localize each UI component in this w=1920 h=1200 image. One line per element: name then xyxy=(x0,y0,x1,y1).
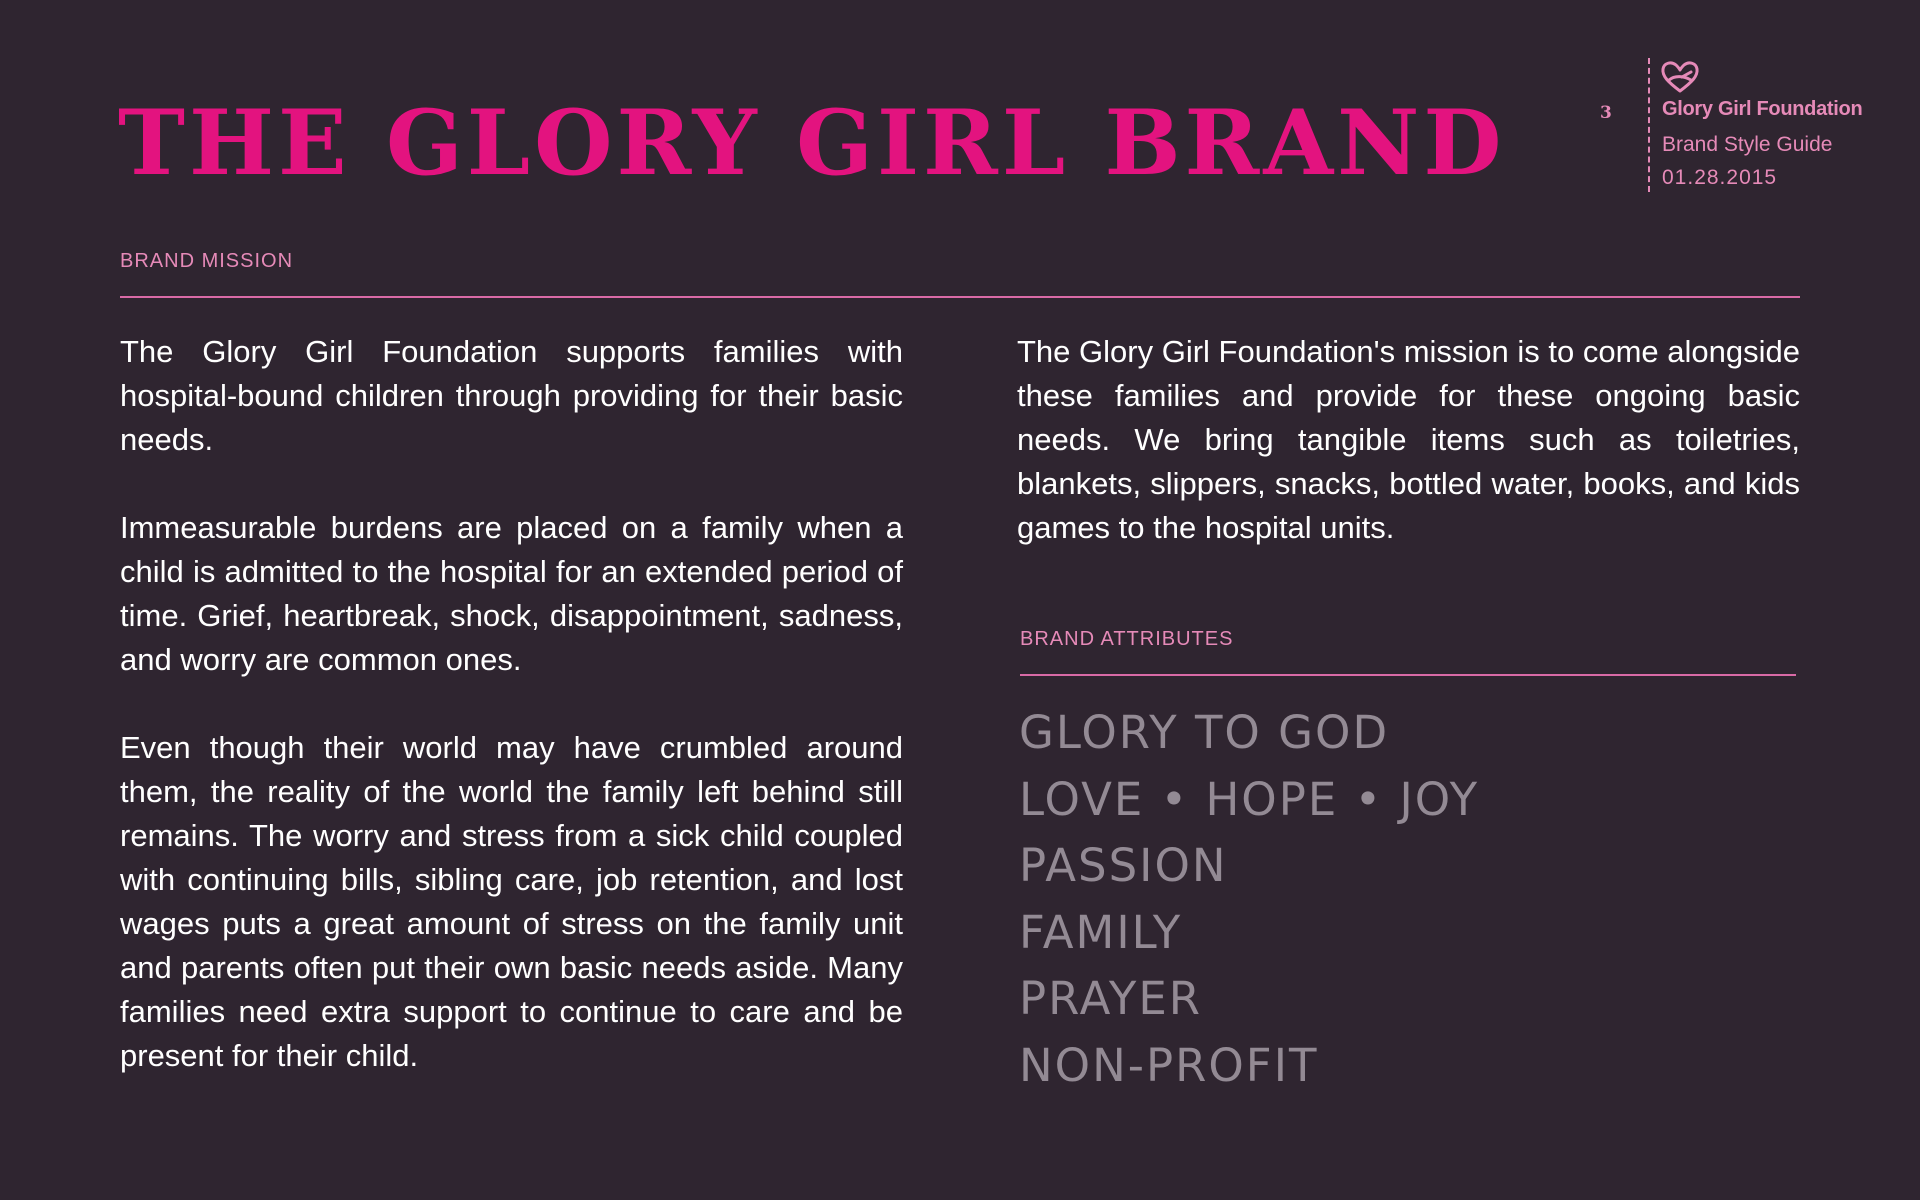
brand-attributes-label: BRAND ATTRIBUTES xyxy=(1020,628,1234,650)
mission-paragraph: Immeasurable burdens are placed on a family when a child is admitted to the hospital for an extended period of time. Grief, heartbreak, shock, disappointment, sadness, and worry are common ones. xyxy=(120,510,903,677)
attribute-item: PASSION xyxy=(1019,839,1228,892)
page-number: 3 xyxy=(1600,103,1612,123)
heart-logo-icon xyxy=(1660,60,1700,94)
organization-name: Glory Girl Foundation xyxy=(1662,98,1863,120)
attribute-item: NON-PROFIT xyxy=(1019,1038,1319,1092)
attribute-item: LOVE • HOPE • JOY xyxy=(1019,772,1480,826)
brand-mission-label: BRAND MISSION xyxy=(120,250,294,272)
mission-paragraph: The Glory Girl Foundation's mission is to come alongside these families and provide for these ongoing basic needs. We bring tangible items such as toiletries, blankets, slippers, snacks, bottled water, books, and kids games to the hospital units. xyxy=(1017,334,1800,545)
document-date: 01.28.2015 xyxy=(1662,166,1778,189)
brand-attributes-list xyxy=(1019,700,1479,1099)
page-title: THE GLORY GIRL BRAND xyxy=(118,90,1506,196)
mission-right-column xyxy=(1017,330,1800,550)
mission-paragraph: The Glory Girl Foundation supports families with hospital-bound children through providing for their basic needs. xyxy=(120,334,903,457)
masthead-divider xyxy=(1648,58,1650,192)
mission-paragraph: Even though their world may have crumbled around them, the reality of the world the family left behind still remains. The worry and stress from a sick child coupled with continuing bills, sibling care, job retention, and lost wages puts a great amount of stress on the family unit and parents often put their own basic needs aside. Many families need extra support to continue to care and be present for their child. xyxy=(120,730,903,1073)
masthead xyxy=(1598,58,1898,192)
brand-attributes-rule xyxy=(1020,674,1796,676)
brand-mission-rule xyxy=(120,296,1800,298)
document-name: Brand Style Guide xyxy=(1662,133,1833,156)
attribute-item: PRAYER xyxy=(1019,972,1203,1025)
attribute-item: GLORY TO GOD xyxy=(1019,706,1390,759)
mission-left-column xyxy=(120,330,903,1078)
attribute-item: FAMILY xyxy=(1019,905,1183,959)
